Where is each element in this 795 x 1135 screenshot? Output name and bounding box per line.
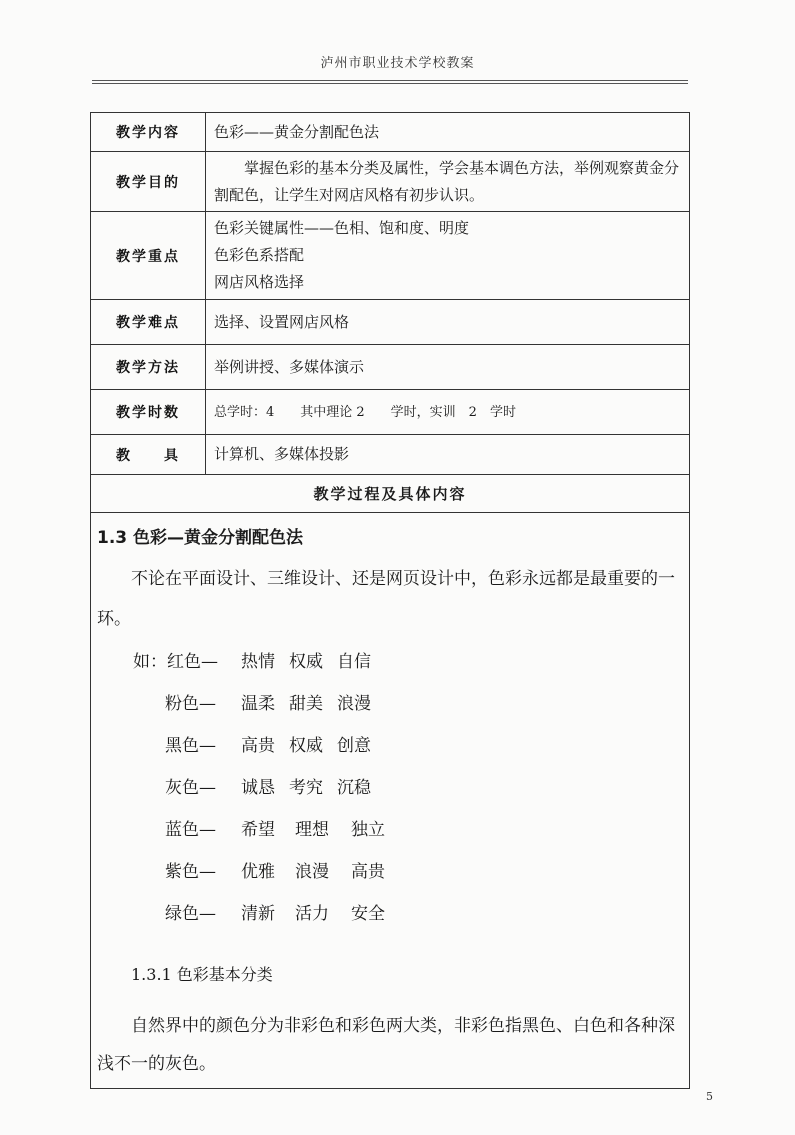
color-word: 希望 [241, 820, 275, 840]
color-word: 高贵 [351, 862, 385, 882]
key-point-line: 色彩关键属性——色相、饱和度、明度 [214, 219, 470, 237]
value-method: 举例讲授、多媒体演示 [206, 345, 690, 390]
section-title: 教学过程及具体内容 [91, 475, 690, 513]
color-name: 灰色— [165, 778, 216, 798]
key-point-line: 网店风格选择 [214, 273, 305, 291]
intro-paragraph: 不论在平面设计、三维设计、还是网页设计中，色彩永远都是最重要的一环。 [97, 569, 675, 629]
table-row [91, 390, 690, 435]
label-content: 教学内容 [91, 113, 206, 152]
value-goal: 掌握色彩的基本分类及属性，学会基本调色方法，举例观察黄金分割配色，让学生对网店风格有初步认识。 [206, 152, 690, 212]
color-word: 权威 [289, 652, 323, 672]
color-word: 沉稳 [337, 778, 371, 798]
color-word: 高贵 [241, 736, 275, 756]
color-word: 诚恳 [241, 778, 275, 798]
section-heading: 1.3 色彩—黄金分割配色法 [97, 528, 304, 548]
color-name: 紫色— [165, 862, 216, 882]
table-row [91, 152, 690, 212]
table-row [91, 475, 690, 513]
label-method: 教学方法 [91, 345, 206, 390]
page-header: 泸州市职业技术学校教案 [320, 56, 475, 71]
content-cell [91, 513, 690, 1089]
color-word: 考究 [289, 778, 323, 798]
table-row [91, 513, 690, 1089]
value-difficulty: 选择、设置网店风格 [206, 300, 690, 345]
header-rule [92, 80, 688, 84]
table-row [91, 300, 690, 345]
value-tools: 计算机、多媒体投影 [206, 435, 690, 475]
classification-paragraph: 自然界中的颜色分为非彩色和彩色两大类，非彩色指黑色、白色和各种深浅不一的灰色。 [97, 1016, 675, 1074]
color-word: 权威 [289, 736, 323, 756]
color-name: 绿色— [165, 904, 216, 924]
value-key-points [206, 212, 690, 300]
value-hours: 总学时：4 其中理论 2 学时，实训 2 学时 [206, 390, 690, 435]
table-row [91, 435, 690, 475]
color-word: 理想 [295, 820, 329, 840]
label-tools: 教 具 [91, 435, 206, 475]
lesson-plan-table [90, 112, 690, 1089]
color-word: 热情 [241, 652, 275, 672]
label-key-points: 教学重点 [91, 212, 206, 300]
color-name: 粉色— [165, 694, 216, 714]
color-word: 安全 [351, 904, 385, 924]
color-word: 独立 [351, 820, 385, 840]
content-body [91, 513, 689, 1088]
page-number: 5 [706, 1090, 713, 1103]
color-name: 如：红色— [133, 652, 218, 672]
color-word: 创意 [337, 736, 371, 756]
label-goal: 教学目的 [91, 152, 206, 212]
table-row [91, 212, 690, 300]
color-name: 蓝色— [165, 820, 216, 840]
key-point-line: 色彩色系搭配 [214, 246, 305, 264]
color-word: 自信 [337, 652, 371, 672]
color-word: 温柔 [241, 694, 275, 714]
color-word: 浪漫 [295, 862, 329, 882]
color-word: 优雅 [241, 862, 275, 882]
subsection-heading: 1.3.1 色彩基本分类 [131, 965, 273, 984]
color-word: 清新 [241, 904, 275, 924]
value-content: 色彩——黄金分割配色法 [206, 113, 690, 152]
label-difficulty: 教学难点 [91, 300, 206, 345]
color-word: 浪漫 [337, 694, 371, 714]
color-name: 黑色— [165, 736, 216, 756]
color-word: 活力 [295, 904, 329, 924]
table-row [91, 345, 690, 390]
label-hours: 教学时数 [91, 390, 206, 435]
table-row [91, 113, 690, 152]
color-word: 甜美 [289, 694, 323, 714]
